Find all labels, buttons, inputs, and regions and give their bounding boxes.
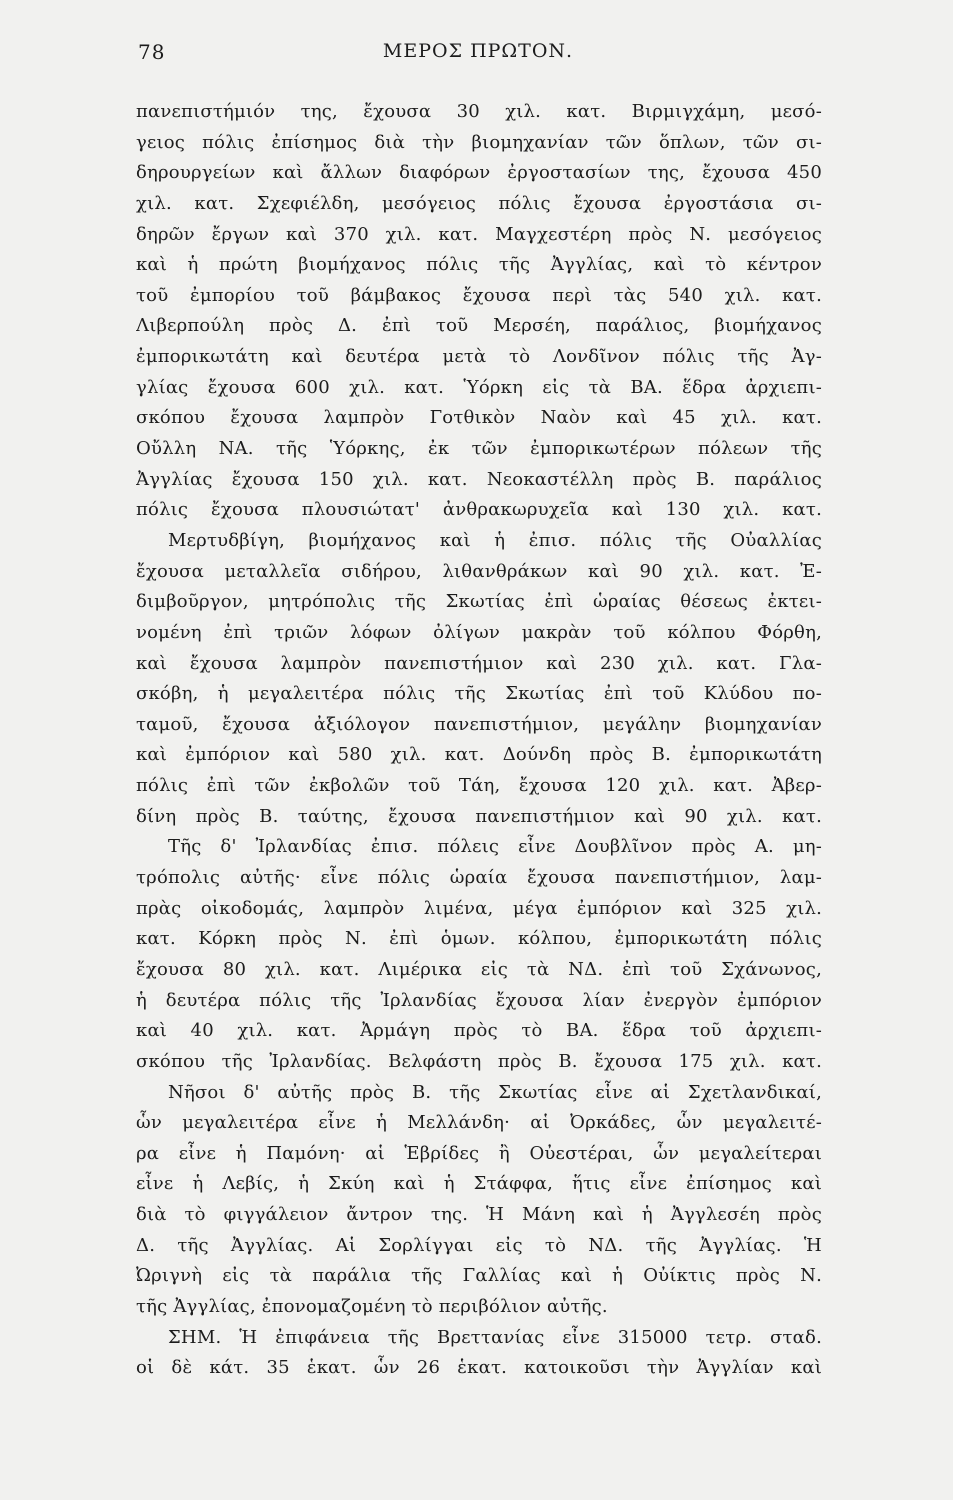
body-text bbox=[136, 97, 822, 1384]
text-line: ὧν μεγαλειτέρα εἶνε ἡ Μελλάνδη· αἱ Ὀρκάδες, ὧν μεγαλειτέ- bbox=[136, 1112, 822, 1134]
text-line: νομένη ἐπὶ τριῶν λόφων ὀλίγων μακρὰν τοῦ κόλπου Φόρθη, bbox=[136, 621, 822, 643]
text-line: καὶ ἡ πρώτη βιομήχανος πόλις τῆς Ἀγγλίας, καὶ τὸ κέντρον bbox=[136, 254, 822, 276]
text-line: κατ. Κόρκη πρὸς Ν. ἐπὶ ὁμων. κόλπου, ἐμπορικωτάτη πόλις bbox=[136, 928, 822, 950]
text-line: καὶ ἔχουσα λαμπρὸν πανεπιστήμιον καὶ 230 χιλ. κατ. Γλα- bbox=[136, 652, 822, 674]
text-line: ΣΗΜ. Ἡ ἐπιφάνεια τῆς Βρεττανίας εἶνε 315000 τετρ. σταδ. bbox=[168, 1326, 822, 1348]
text-line: σκόπου ἔχουσα λαμπρὸν Γοτθικὸν Ναὸν καὶ 45 χιλ. κατ. bbox=[136, 407, 822, 429]
text-line: δηρῶν ἔργων καὶ 370 χιλ. κατ. Μαγχεστέρη πρὸς Ν. μεσόγειος bbox=[136, 223, 822, 245]
text-line: πόλις ἐπὶ τῶν ἐκβολῶν τοῦ Τάη, ἔχουσα 120 χιλ. κατ. Ἀβερ- bbox=[136, 775, 822, 797]
text-line: Ἀγγλίας ἔχουσα 150 χιλ. κατ. Νεοκαστέλλη πρὸς Β. παράλιος bbox=[136, 468, 822, 490]
text-line: τρόπολις αὐτῆς· εἶνε πόλις ὡραία ἔχουσα πανεπιστήμιον, λαμ- bbox=[136, 867, 822, 889]
running-title: ΜΕΡΟΣ ΠΡΩΤΟΝ. bbox=[382, 40, 574, 62]
text-line: τῆς Ἀγγλίας, ἐπονομαζομένη τὸ περιβόλιον αὐτῆς. bbox=[136, 1295, 608, 1317]
text-line: δίνη πρὸς Β. ταύτης, ἔχουσα πανεπιστήμιον καὶ 90 χιλ. κατ. bbox=[136, 805, 822, 827]
text-line: καὶ 40 χιλ. κατ. Ἀρμάγη πρὸς τὸ ΒΑ. ἕδρα τοῦ ἀρχιεπι- bbox=[136, 1020, 822, 1042]
text-line: Οὔλλη ΝΑ. τῆς Ὑόρκης, ἐκ τῶν ἐμπορικωτέρων πόλεων τῆς bbox=[136, 438, 822, 460]
text-line: πρὰς οἰκοδομάς, λαμπρὸν λιμένα, μέγα ἐμπόριον καὶ 325 χιλ. bbox=[136, 897, 822, 919]
text-line: σκόπου τῆς Ἰρλανδίας. Βελφάστη πρὸς Β. ἔχουσα 175 χιλ. κατ. bbox=[136, 1050, 822, 1072]
text-line: πανεπιστήμιόν της, ἔχουσα 30 χιλ. κατ. Βιρμιγχάμη, μεσό- bbox=[136, 101, 822, 122]
text-line: ρα εἶνε ἡ Παμόνη· αἱ Ἑβρίδες ἢ Οὐεστέραι, ὧν μεγαλείτεραι bbox=[136, 1142, 822, 1164]
text-line: Μερτυδβίγη, βιομήχανος καὶ ἡ ἐπισ. πόλις τῆς Οὐαλλίας bbox=[168, 529, 822, 551]
text-line: ἔχουσα 80 χιλ. κατ. Λιμέρικα εἰς τὰ ΝΔ. ἐπὶ τοῦ Σχάνωνος, bbox=[136, 958, 822, 980]
text-line: εἶνε ἡ Λεβίς, ἡ Σκύη καὶ ἡ Στάφφα, ἥτις εἶνε ἐπίσημος καὶ bbox=[136, 1173, 822, 1195]
text-line: ἔχουσα μεταλλεῖα σιδήρου, λιθανθράκων καὶ 90 χιλ. κατ. Ἐ- bbox=[136, 560, 822, 582]
text-line: γλίας ἔχουσα 600 χιλ. κατ. Ὑόρκη εἰς τὰ ΒΑ. ἕδρα ἀρχιεπι- bbox=[136, 376, 822, 398]
text-line: διμβοῦργον, μητρόπολις τῆς Σκωτίας ἐπὶ ὡραίας θέσεως ἐκτει- bbox=[136, 591, 822, 613]
text-line: Λιβερπούλη πρὸς Δ. ἐπὶ τοῦ Μερσέη, παράλιος, βιομήχανος bbox=[136, 315, 822, 337]
text-line: ἐμπορικωτάτη καὶ δευτέρα μετὰ τὸ Λονδῖνον πόλις τῆς Ἀγ- bbox=[136, 346, 822, 368]
text-line: διὰ τὸ φιγγάλειον ἄντρον της. Ἡ Μάνη καὶ ἡ Ἀγγλεσέη πρὸς bbox=[136, 1204, 822, 1226]
text-line: Τῆς δ' Ἰρλανδίας ἐπισ. πόλεις εἶνε Δουβλῖνον πρὸς Α. μη- bbox=[168, 836, 822, 858]
text-line: οἱ δὲ κάτ. 35 ἑκατ. ὧν 26 ἑκατ. κατοικοῦσι τὴν Ἀγγλίαν καὶ bbox=[136, 1357, 822, 1379]
text-line: Ὠριγνὴ εἰς τὰ παράλια τῆς Γαλλίας καὶ ἡ Οὐίκτις πρὸς Ν. bbox=[136, 1265, 822, 1287]
text-line: δηρουργείων καὶ ἄλλων διαφόρων ἐργοστασίων της, ἔχουσα 450 bbox=[136, 162, 822, 184]
text-line: γειος πόλις ἐπίσημος διὰ τὴν βιομηχανίαν τῶν ὅπλων, τῶν σι- bbox=[136, 131, 822, 153]
page-number: 78 bbox=[138, 40, 166, 64]
text-line: πόλις ἔχουσα πλουσιώτατ' ἀνθρακωρυχεῖα καὶ 130 χιλ. κατ. bbox=[136, 499, 822, 521]
text-line: Δ. τῆς Ἀγγλίας. Αἱ Σορλίγγαι εἰς τὸ ΝΔ. τῆς Ἀγγλίας. Ἡ bbox=[136, 1234, 822, 1256]
text-line: ἡ δευτέρα πόλις τῆς Ἰρλανδίας ἔχουσα λίαν ἐνεργὸν ἐμπόριον bbox=[136, 989, 822, 1011]
text-line: σκόβη, ἡ μεγαλειτέρα πόλις τῆς Σκωτίας ἐπὶ τοῦ Κλύδου πο- bbox=[136, 683, 822, 705]
text-line: τοῦ ἐμπορίου τοῦ βάμβακος ἔχουσα περὶ τὰς 540 χιλ. κατ. bbox=[136, 284, 822, 306]
text-line: καὶ ἐμπόριον καὶ 580 χιλ. κατ. Δούνδη πρὸς Β. ἐμπορικωτάτη bbox=[136, 744, 822, 766]
text-line: ταμοῦ, ἔχουσα ἀξιόλογον πανεπιστήμιον, μεγάλην βιομηχανίαν bbox=[136, 713, 822, 735]
page-header bbox=[138, 40, 818, 80]
text-line: Νῆσοι δ' αὐτῆς πρὸς Β. τῆς Σκωτίας εἶνε αἱ Σχετλανδικαί, bbox=[168, 1081, 822, 1103]
text-line: χιλ. κατ. Σχεφιέλδη, μεσόγειος πόλις ἔχουσα ἐργοστάσια σι- bbox=[136, 192, 822, 214]
